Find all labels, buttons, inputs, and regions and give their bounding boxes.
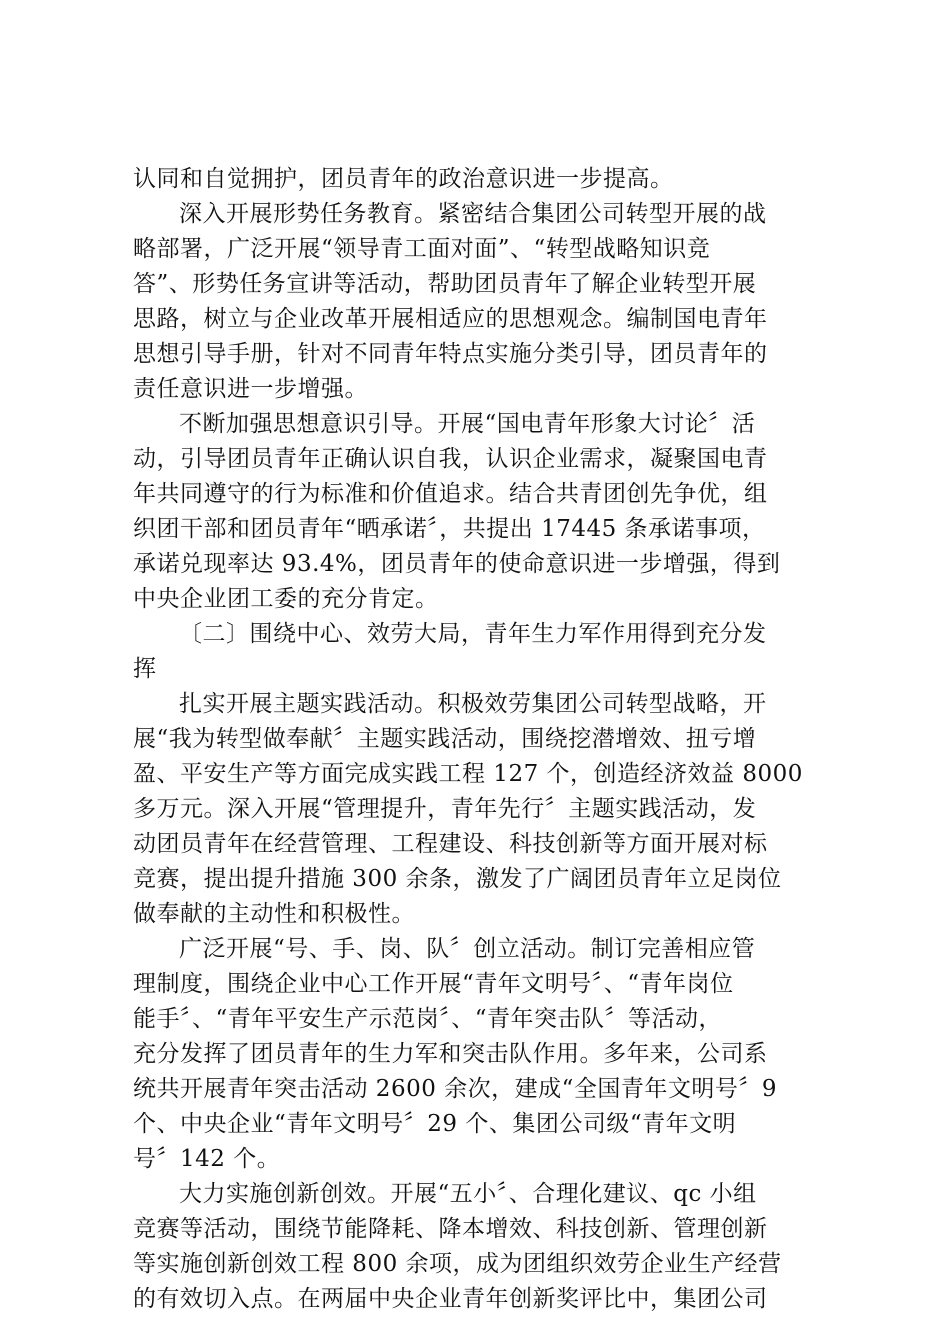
text-line: 号〞142 个。 [133, 1146, 281, 1172]
text-line: 动团员青年在经营管理、工程建设、科技创新等方面开展对标 [133, 831, 768, 857]
text-line: 年共同遵守的行为标准和价值追求。结合共青团创先争优，组 [133, 481, 768, 507]
text-line: 扎实开展主题实践活动。积极效劳集团公司转型战略，开 [179, 691, 767, 717]
text-line: 动，引导团员青年正确认识自我，认识企业需求，凝聚国电青 [133, 446, 768, 472]
text-line: 广泛开展“号、手、岗、队〞创立活动。制订完善相应管 [179, 936, 756, 962]
text-line: 盈、平安生产等方面完成实践工程 127 个，创造经济效益 8000 [133, 761, 803, 787]
text-line: 竞赛等活动，围绕节能降耗、降本增效、科技创新、管理创新 [133, 1216, 768, 1242]
text-line: 统共开展青年突击活动 2600 余次，建成“全国青年文明号〞9 [133, 1076, 778, 1102]
text-line: 多万元。深入开展“管理提升，青年先行〞主题实践活动，发 [133, 796, 757, 822]
text-line: 责任意识进一步增强。 [133, 376, 368, 402]
text-line: 略部署，广泛开展“领导青工面对面”、“转型战略知识竞 [133, 236, 711, 262]
text-line: 竞赛，提出提升措施 300 余条，激发了广阔团员青年立足岗位 [133, 866, 782, 892]
text-line: 中央企业团工委的充分肯定。 [133, 586, 439, 612]
text-line: 展“我为转型做奉献〞主题实践活动，围绕挖潜增效、扭亏增 [133, 726, 757, 752]
text-line: 深入开展形势任务教育。紧密结合集团公司转型开展的战 [179, 201, 767, 227]
text-line: 挥 [133, 656, 157, 682]
text-line: 的有效切入点。在两届中央企业青年创新奖评比中，集团公司 [133, 1286, 768, 1312]
text-line: 承诺兑现率达 93.4%，团员青年的使命意识进一步增强，得到 [133, 551, 781, 577]
text-line: 思路，树立与企业改革开展相适应的思想观念。编制国电青年 [133, 306, 768, 332]
text-line: 不断加强思想意识引导。开展“国电青年形象大讨论〞活 [179, 411, 756, 437]
text-line: 等实施创新创效工程 800 余项，成为团组织效劳企业生产经营 [133, 1251, 782, 1277]
text-line: 充分发挥了团员青年的生力军和突击队作用。多年来，公司系 [133, 1041, 768, 1067]
text-line: 织团干部和团员青年“晒承诺〞，共提出 17445 条承诺事项， [133, 516, 766, 542]
text-line: 思想引导手册，针对不同青年特点实施分类引导，团员青年的 [133, 341, 768, 367]
text-line: 个、中央企业“青年文明号〞29 个、集团公司级“青年文明 [133, 1111, 737, 1137]
text-line: 能手〞、“青年平安生产示范岗〞、“青年突击队〞等活动， [133, 1006, 723, 1032]
text-line: 〔二〕围绕中心、效劳大局，青年生力军作用得到充分发 [179, 621, 767, 647]
text-line: 答”、形势任务宣讲等活动，帮助团员青年了解企业转型开展 [133, 271, 757, 297]
text-line: 认同和自觉拥护，团员青年的政治意识进一步提高。 [133, 166, 674, 192]
document-body [133, 162, 823, 1317]
text-line: 大力实施创新创效。开展“五小〞、合理化建议、qc 小组 [179, 1181, 757, 1207]
text-line: 理制度，围绕企业中心工作开展“青年文明号〞、“青年岗位 [133, 971, 734, 997]
text-line: 做奉献的主动性和积极性。 [133, 901, 415, 927]
